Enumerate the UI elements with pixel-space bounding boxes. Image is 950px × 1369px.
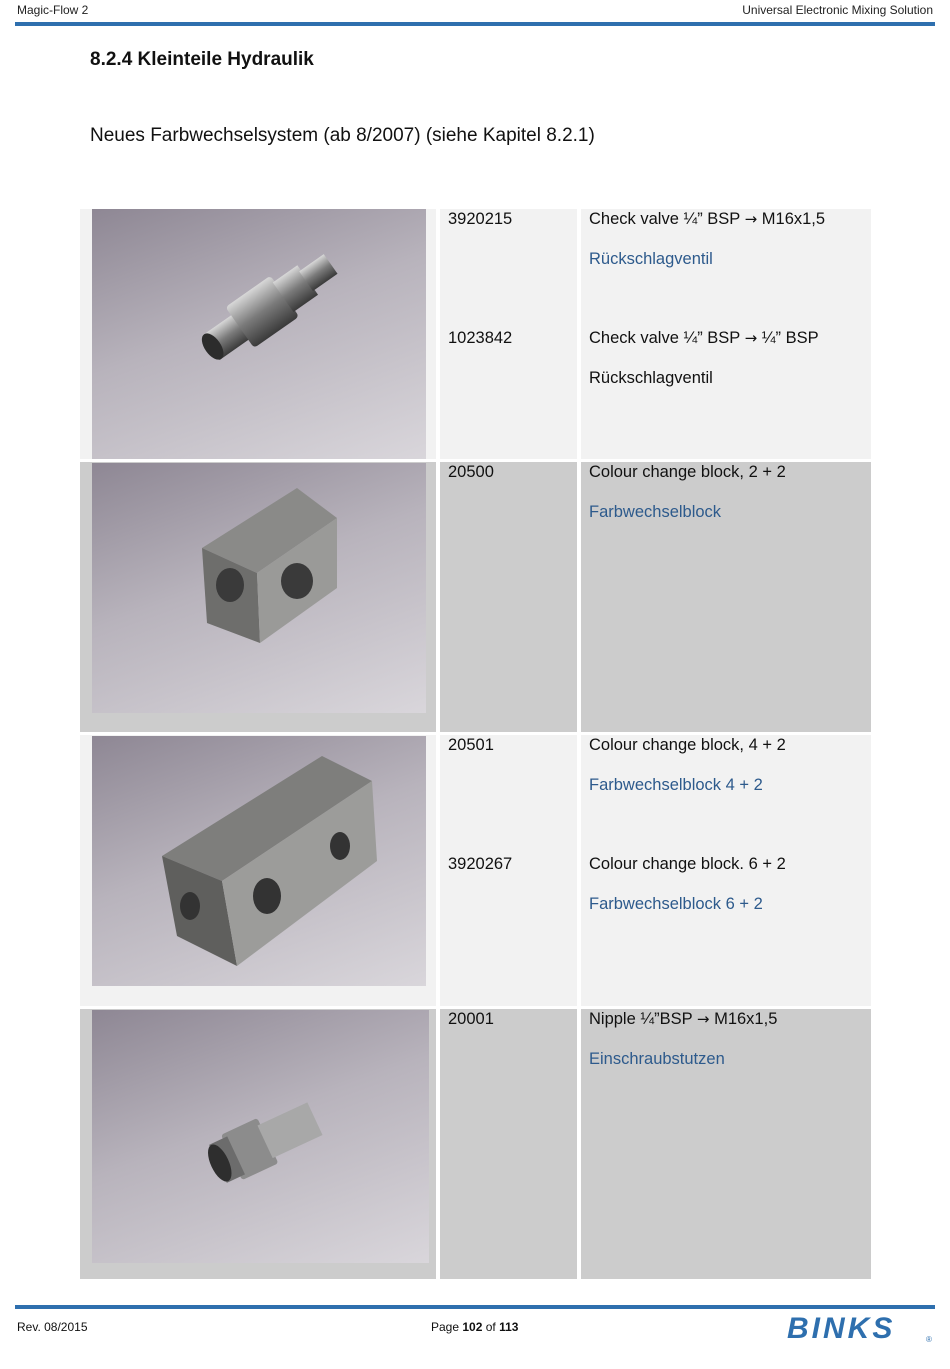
photo-cell bbox=[80, 209, 440, 462]
svg-text:®: ® bbox=[926, 1335, 932, 1343]
description-cell bbox=[581, 1009, 871, 1282]
page-number: Page 102 of 113 bbox=[431, 1320, 519, 1334]
part-entry bbox=[448, 854, 577, 1006]
german-description: Rückschlagventil bbox=[589, 250, 713, 268]
part-entry bbox=[589, 1009, 871, 1279]
part-entry bbox=[448, 328, 577, 447]
svg-text:BINKS: BINKS bbox=[787, 1313, 896, 1343]
header-rule bbox=[15, 22, 935, 26]
parts-table bbox=[80, 209, 871, 1282]
part-entry bbox=[448, 462, 577, 732]
part-entry bbox=[448, 735, 577, 854]
part-number: 1023842 bbox=[448, 329, 513, 347]
part-number: 20500 bbox=[448, 463, 494, 481]
header-product-name: Magic-Flow 2 bbox=[17, 3, 89, 17]
photo-cell bbox=[80, 1009, 440, 1282]
arrow-icon: → bbox=[696, 1010, 710, 1028]
part-number-cell bbox=[440, 735, 581, 1009]
part-number: 3920267 bbox=[448, 855, 513, 873]
english-description: Check valve ¼” BSP → M16x1,5 bbox=[589, 210, 826, 228]
description-cell bbox=[581, 209, 871, 462]
part-number: 20001 bbox=[448, 1010, 494, 1028]
colour-change-block-4-2-photo bbox=[92, 736, 426, 986]
part-entry bbox=[589, 854, 871, 1006]
section-subtitle: Neues Farbwechselsystem (ab 8/2007) (siehe Kapitel 8.2.1) bbox=[90, 125, 595, 146]
binks-logo bbox=[785, 1313, 935, 1343]
section-title: 8.2.4 Kleinteile Hydraulik bbox=[90, 49, 314, 70]
english-description: Colour change block, 2 + 2 bbox=[589, 463, 786, 481]
english-description: Colour change block. 6 + 2 bbox=[589, 855, 786, 873]
part-number-cell bbox=[440, 1009, 581, 1282]
table-row bbox=[80, 209, 871, 462]
part-entry bbox=[448, 209, 577, 328]
german-description: Farbwechselblock bbox=[589, 503, 722, 521]
part-entry bbox=[589, 209, 871, 328]
table-row bbox=[80, 1009, 871, 1282]
part-entry bbox=[589, 462, 871, 732]
german-description: Farbwechselblock 4 + 2 bbox=[589, 776, 763, 794]
part-entry bbox=[448, 1009, 577, 1279]
german-description: Farbwechselblock 6 + 2 bbox=[589, 895, 763, 913]
footer-rule bbox=[15, 1305, 935, 1309]
part-number-cell bbox=[440, 462, 581, 735]
table-row bbox=[80, 462, 871, 735]
german-description: Einschraubstutzen bbox=[589, 1050, 725, 1068]
english-description: Nipple ¼”BSP → M16x1,5 bbox=[589, 1010, 778, 1028]
table-row bbox=[80, 735, 871, 1009]
header-document-title: Universal Electronic Mixing Solution bbox=[742, 3, 933, 17]
photo-cell bbox=[80, 735, 440, 1009]
check-valve-photo bbox=[92, 209, 426, 459]
part-number: 20501 bbox=[448, 736, 494, 754]
arrow-icon: → bbox=[744, 210, 758, 228]
part-entry bbox=[589, 735, 871, 854]
german-description: Rückschlagventil bbox=[589, 369, 713, 387]
revision-label: Rev. 08/2015 bbox=[17, 1320, 88, 1334]
description-cell bbox=[581, 735, 871, 1009]
part-entry bbox=[589, 328, 871, 447]
part-number-cell bbox=[440, 209, 581, 462]
description-cell bbox=[581, 462, 871, 735]
colour-change-block-2-2-photo bbox=[92, 463, 426, 713]
nipple-photo bbox=[92, 1010, 429, 1263]
photo-cell bbox=[80, 462, 440, 735]
english-description: Check valve ¼” BSP → ¼” BSP bbox=[589, 329, 819, 347]
part-number: 3920215 bbox=[448, 210, 513, 228]
english-description: Colour change block, 4 + 2 bbox=[589, 736, 786, 754]
arrow-icon: → bbox=[744, 329, 758, 347]
